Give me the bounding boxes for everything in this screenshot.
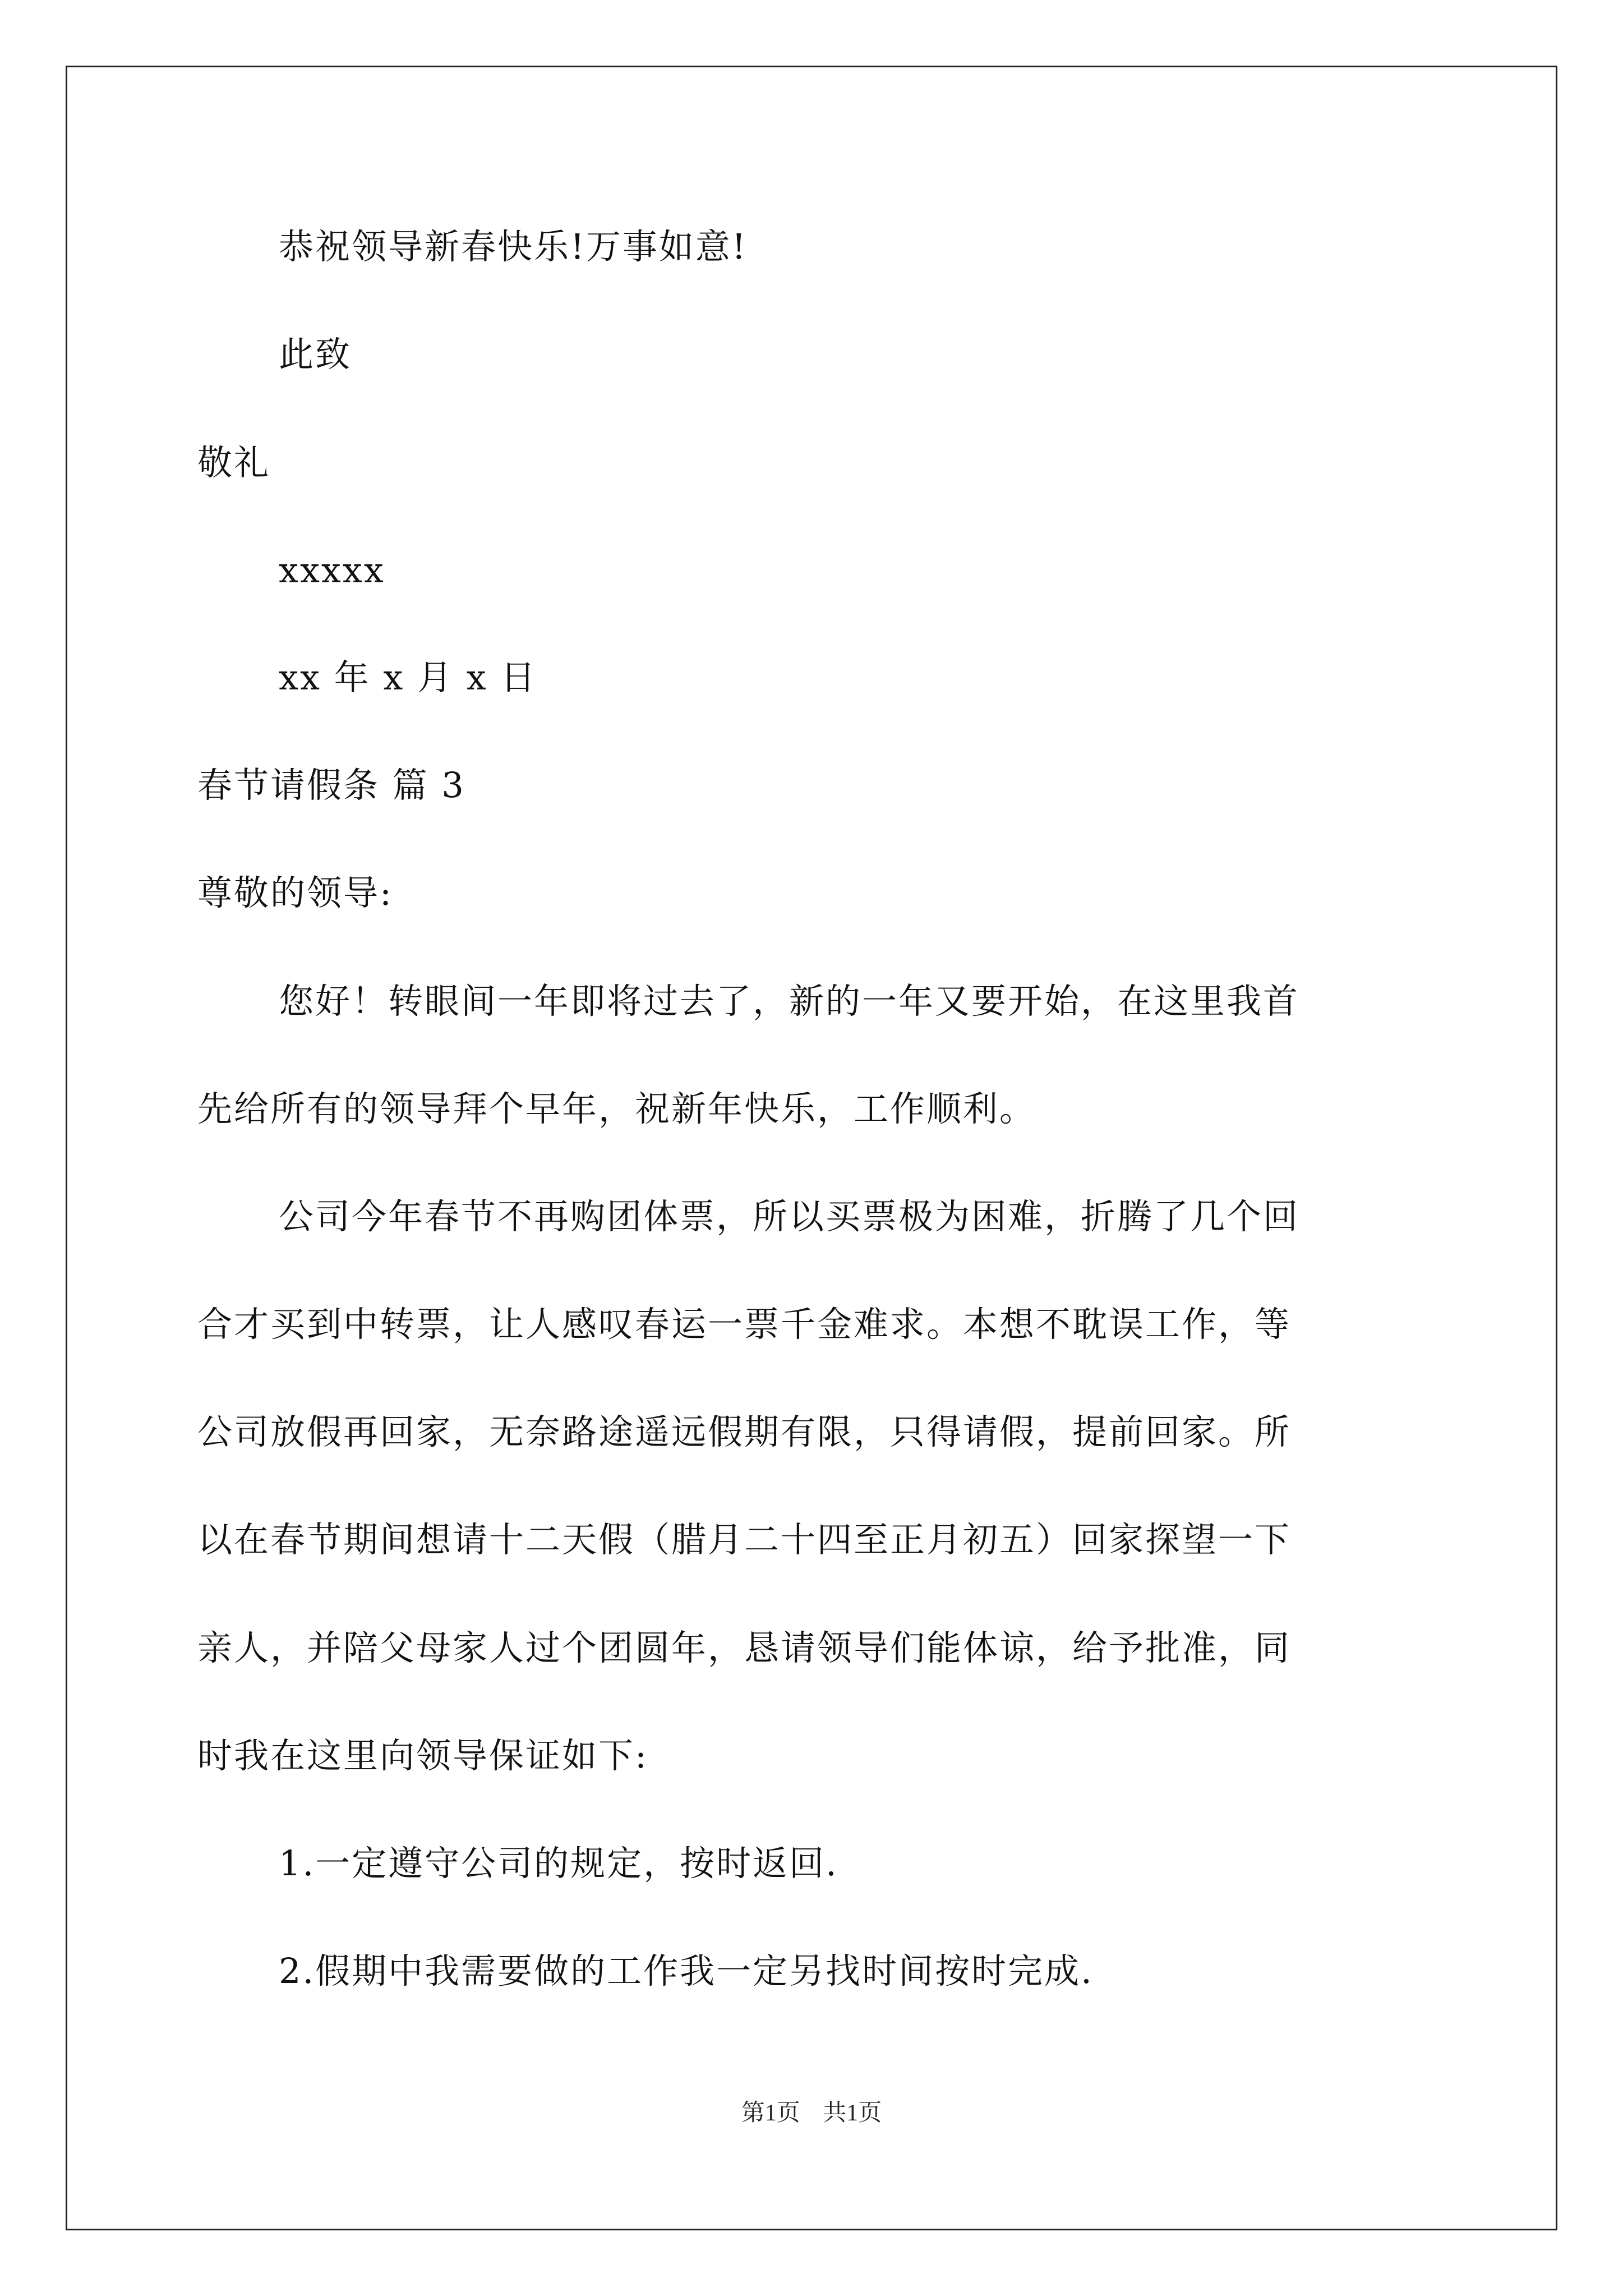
greeting-line: 恭祝领导新春快乐!万事如意! <box>279 226 748 267</box>
list-item: 2.假期中我需要做的工作我一定另找时间按时完成. <box>279 1950 1094 1991</box>
signature-date: xx 年 x 月 x 日 <box>279 657 537 698</box>
salutation: 敬礼 <box>197 442 271 483</box>
paragraph-line: 公司今年春节不再购团体票，所以买票极为困难，折腾了几个回 <box>279 1196 1300 1237</box>
paragraph-line: 先给所有的领导拜个早年，祝新年快乐，工作顺利。 <box>197 1088 1036 1129</box>
page-border <box>66 66 1557 2230</box>
section-title: 春节请假条 篇 3 <box>197 765 465 806</box>
paragraph-line: 合才买到中转票，让人感叹春运一票千金难求。本想不耽误工作，等 <box>197 1304 1292 1345</box>
paragraph-line: 您好！转眼间一年即将过去了，新的一年又要开始，在这里我首 <box>279 981 1300 1022</box>
addressee: 尊敬的领导: <box>197 872 393 913</box>
list-item: 1.一定遵守公司的规定，按时返回. <box>279 1843 838 1884</box>
closing-phrase: 此致 <box>279 334 352 375</box>
paragraph-line: 亲人，并陪父母家人过个团圆年，恳请领导们能体谅，给予批准，同 <box>197 1627 1292 1668</box>
paragraph-line: 以在春节期间想请十二天假（腊月二十四至正月初五）回家探望一下 <box>197 1519 1292 1560</box>
page-footer: 第1页 共1页 <box>741 2100 882 2126</box>
paragraph-line: 公司放假再回家，无奈路途遥远假期有限，只得请假，提前回家。所 <box>197 1411 1292 1452</box>
signature-name: xxxxx <box>279 550 385 591</box>
paragraph-line: 时我在这里向领导保证如下: <box>197 1735 648 1776</box>
